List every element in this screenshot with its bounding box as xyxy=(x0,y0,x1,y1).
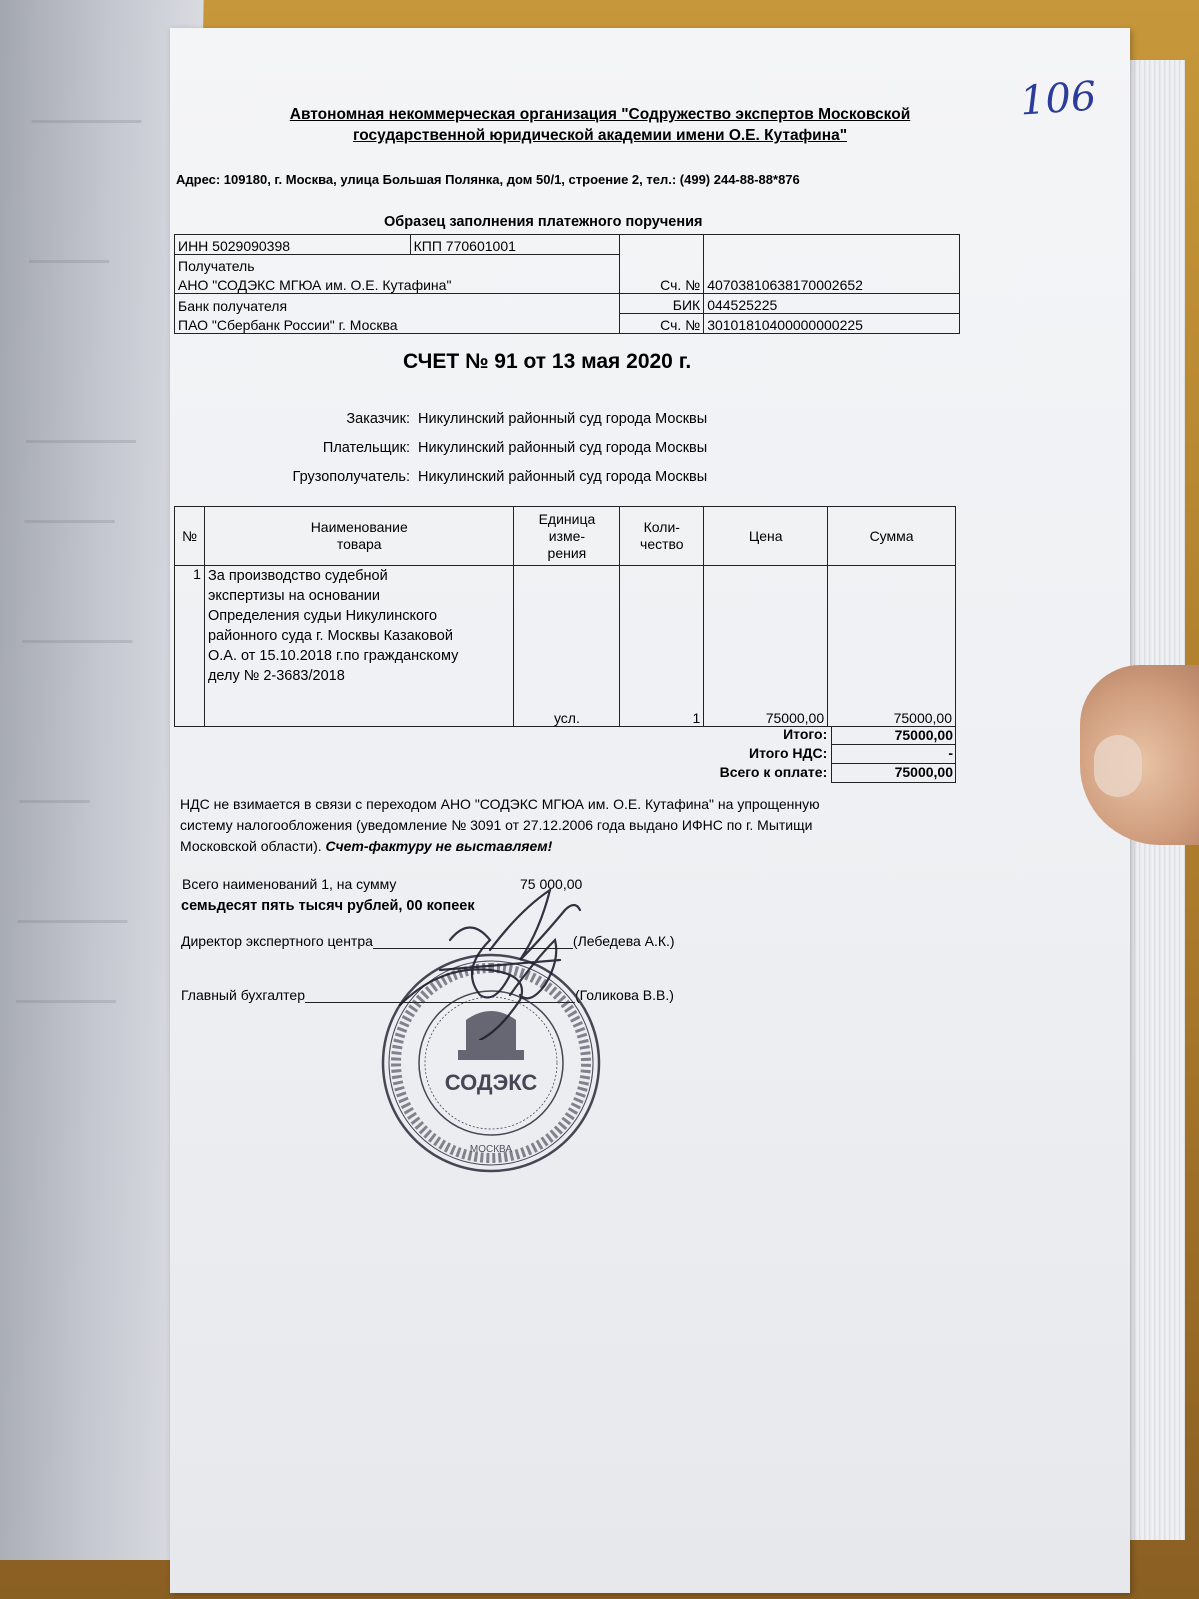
bik-label: БИК xyxy=(620,294,704,314)
account-label: Сч. № xyxy=(620,274,704,294)
row-number: 1 xyxy=(175,566,205,727)
vat-row xyxy=(560,745,956,764)
kpp-cell: КПП 770601001 xyxy=(410,235,620,255)
total-row xyxy=(560,726,956,745)
col-header-sum: Сумма xyxy=(828,507,956,566)
org-line-1: Автономная некоммерческая организация "Содружество экспертов Московской xyxy=(289,106,911,123)
amount-in-words: семьдесят пять тысяч рублей, 00 копеек xyxy=(181,898,475,914)
summary-amount: 75 000,00 xyxy=(520,876,583,892)
organization-address: Адрес: 109180, г. Москва, улица Большая Полянка, дом 50/1, строение 2, тел.: (499) 244-88-88*876 xyxy=(176,172,800,187)
party-row-payer xyxy=(176,433,766,462)
party-value: Никулинский районный суд города Москвы xyxy=(418,439,708,456)
org-line-2: государственной юридической академии имени О.Е. Кутафина" xyxy=(352,127,848,144)
col-header-unit: Единица изме- рения xyxy=(514,507,620,566)
col-header-qty: Коли- чество xyxy=(620,507,704,566)
director-name: (Лебедева А.К.) xyxy=(572,933,675,949)
col-header-no: № xyxy=(175,507,205,566)
recipient-label: Получатель xyxy=(175,255,620,275)
vat-note: НДС не взимается в связи с переходом АНО "СОДЭКС МГЮА им. О.Е. Кутафина" на упрощенную систему налогообложения (уведомление № 3091 от 27.12.2006 года выдано ИФНС по г. Мытищи Московской области). Счет-фактуру не выставляем! xyxy=(180,796,820,854)
invoice-title: СЧЕТ № 91 от 13 мая 2020 г. xyxy=(403,350,692,373)
parties-block xyxy=(176,404,766,491)
goods-header-row xyxy=(175,507,956,566)
party-value: Никулинский районный суд города Москвы xyxy=(418,410,708,427)
total-value: 75000,00 xyxy=(831,726,956,745)
col-header-price: Цена xyxy=(704,507,828,566)
row-qty: 1 xyxy=(620,566,704,727)
vat-label: Итого НДС: xyxy=(749,745,828,761)
party-label: Плательщик: xyxy=(322,439,410,456)
grand-total-label: Всего к оплате: xyxy=(719,764,828,780)
accountant-label: Главный бухгалтер xyxy=(181,987,305,1003)
party-value: Никулинский районный суд города Москвы xyxy=(418,468,708,485)
grand-total-row xyxy=(560,764,956,783)
stamp-city-text: МОСКВА xyxy=(469,1144,513,1155)
col-header-name: Наименование товара xyxy=(204,507,514,566)
table-row xyxy=(175,566,956,727)
accountant-name: (Голикова В.В.) xyxy=(574,987,674,1003)
row-description: За производство судебной экспертизы на основании Определения судьи Никулинского районного суда г. Москвы Казаковой О.А. от 15.10.2018 г.по гражданскому делу № 2-3683/2018 xyxy=(204,566,514,727)
stamp-center-text: СОДЭКС xyxy=(444,1070,538,1095)
grand-total-value: 75000,00 xyxy=(831,764,956,783)
organization-name xyxy=(230,104,970,146)
bank-label: Банк получателя xyxy=(175,294,620,314)
row-unit: усл. xyxy=(514,566,620,727)
party-row-consignee xyxy=(176,462,766,491)
goods-table xyxy=(174,506,956,727)
account-number: 40703810638170002652 xyxy=(704,274,960,294)
payment-details-table xyxy=(174,234,960,334)
handwritten-page-number: 106 xyxy=(1018,73,1098,125)
director-signature xyxy=(450,928,510,998)
bik-value: 044525225 xyxy=(704,294,960,314)
party-row-customer xyxy=(176,404,766,433)
row-sum: 75000,00 xyxy=(828,566,956,727)
party-label: Заказчик: xyxy=(346,410,410,427)
corr-account-number: 30101810400000000225 xyxy=(704,314,960,334)
bank-name: ПАО "Сбербанк России" г. Москва xyxy=(175,314,620,334)
payment-sample-title: Образец заполнения платежного поручения xyxy=(384,214,703,230)
no-invoice-notice: Счет-фактуру не выставляем! xyxy=(325,838,553,854)
totals-block xyxy=(560,726,956,783)
party-label: Грузополучатель: xyxy=(292,468,410,485)
accountant-signature xyxy=(400,969,522,1040)
handwritten-signatures xyxy=(380,870,640,1040)
total-label: Итого: xyxy=(783,726,828,742)
row-price: 75000,00 xyxy=(704,566,828,727)
inn-cell: ИНН 5029090398 xyxy=(175,235,411,255)
recipient-name: АНО "СОДЭКС МГЮА им. О.Е. Кутафина" xyxy=(175,274,620,294)
director-label: Директор экспертного центра xyxy=(181,933,373,949)
vat-value: - xyxy=(831,745,956,764)
items-count-line: Всего наименований 1, на сумму xyxy=(182,876,397,892)
corr-account-label: Сч. № xyxy=(620,314,704,334)
